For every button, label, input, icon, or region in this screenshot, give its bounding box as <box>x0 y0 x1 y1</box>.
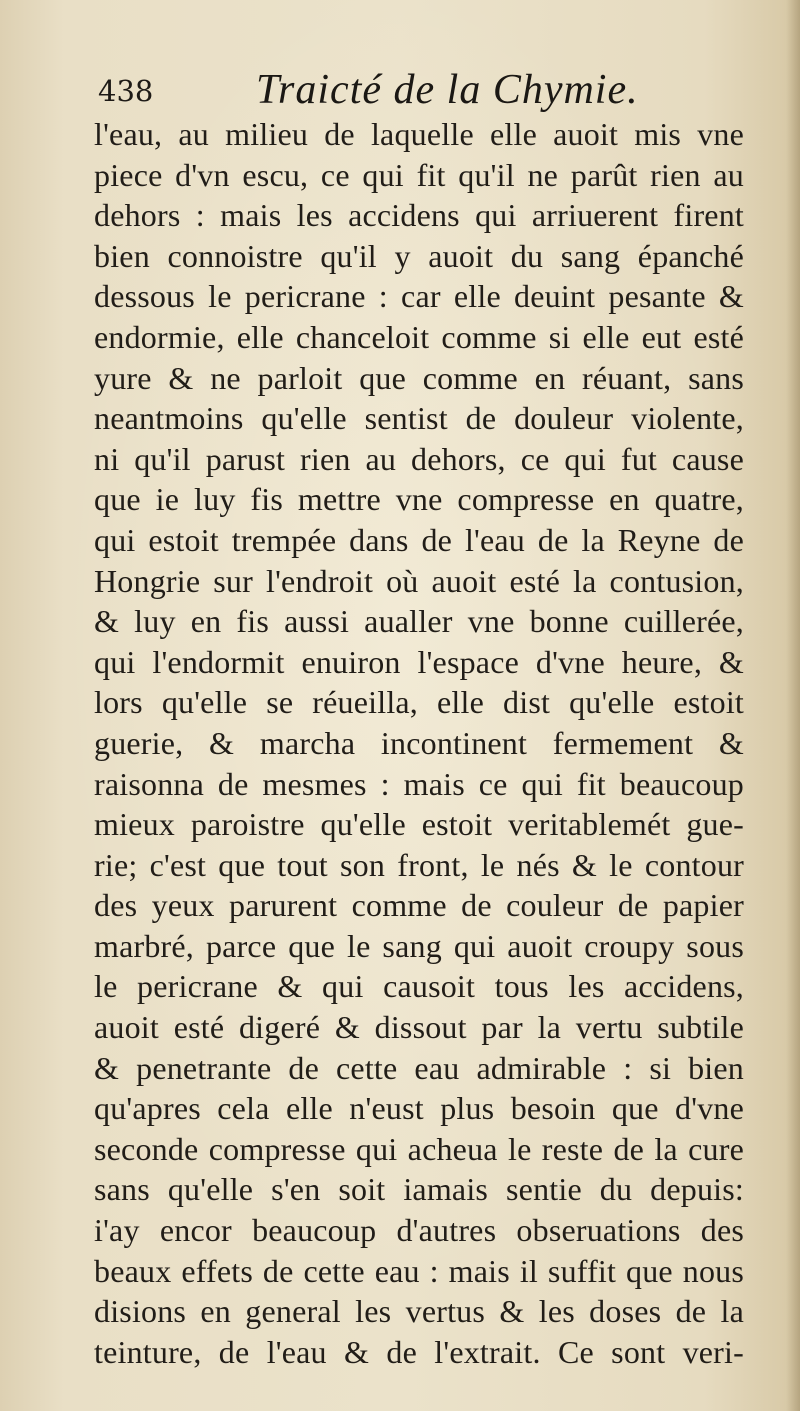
text-line: disions en general les vertus & les doses de la <box>94 1293 744 1330</box>
text-line: qui estoit trempée dans de l'eau de la Reyne de <box>94 521 744 558</box>
text-line: marbré, parce que le sang qui auoit croupy sous <box>94 927 744 964</box>
text-line: beaux effets de cette eau : mais il suffit que nous <box>94 1252 744 1289</box>
text-line: des yeux parurent comme de couleur de papier <box>94 887 744 924</box>
text-line: que ie luy fis mettre vne compresse en quatre, <box>94 481 744 518</box>
text-line: & luy en fis aussi aualler vne bonne cuillerée, <box>94 603 744 640</box>
page-number: 438 <box>98 74 154 108</box>
text-line: le pericrane & qui causoit tous les accidens, <box>94 968 744 1005</box>
text-line: neantmoins qu'elle sentist de douleur violente, <box>94 400 744 437</box>
running-title: Traicté de la Chymie. <box>256 67 639 113</box>
body-text <box>94 114 744 1372</box>
text-line: qu'apres cela elle n'eust plus besoin que d'vne <box>94 1090 744 1127</box>
text-line: l'eau, au milieu de laquelle elle auoit mis vne <box>94 116 744 152</box>
text-line: qui l'endormit enuiron l'espace d'vne heure, & <box>94 643 744 680</box>
text-line: raisonna de mesmes : mais ce qui fit beaucoup <box>94 765 744 802</box>
text-line: ni qu'il parust rien au dehors, ce qui fut cause <box>94 440 744 477</box>
text-line: bien connoistre qu'il y auoit du sang épanché <box>94 237 744 274</box>
text-line: seconde compresse qui acheua le reste de la cure <box>94 1130 744 1167</box>
text-line: teinture, de l'eau & de l'extrait. Ce sont veri- <box>94 1333 744 1370</box>
text-line: i'ay encor beaucoup d'autres obseruations des <box>94 1212 744 1249</box>
text-line: guerie, & marcha incontinent fermement & <box>94 724 744 761</box>
text-line: sans qu'elle s'en soit iamais sentie du depuis: <box>94 1171 744 1208</box>
text-line: dessous le pericrane : car elle deuint pesante & <box>94 278 744 315</box>
text-line: rie; c'est que tout son front, le nés & le contour <box>94 846 744 883</box>
text-line: mieux paroistre qu'elle estoit veritablemét gue- <box>94 806 744 843</box>
text-line: lors qu'elle se réueilla, elle dist qu'elle estoit <box>94 684 744 721</box>
page-edge-shadow <box>786 0 800 1411</box>
text-line: Hongrie sur l'endroit où auoit esté la contusion, <box>94 562 744 599</box>
text-line: piece d'vn escu, ce qui fit qu'il ne parût rien au <box>94 156 744 193</box>
text-line: & penetrante de cette eau admirable : si bien <box>94 1049 744 1086</box>
text-line: endormie, elle chanceloit comme si elle eut esté <box>94 318 744 355</box>
text-line: dehors : mais les accidens qui arriuerent firent <box>94 197 744 234</box>
text-line: auoit esté digeré & dissout par la vertu subtile <box>94 1009 744 1046</box>
running-header <box>98 66 738 118</box>
text-line: yure & ne parloit que comme en réuant, sans <box>94 359 744 396</box>
